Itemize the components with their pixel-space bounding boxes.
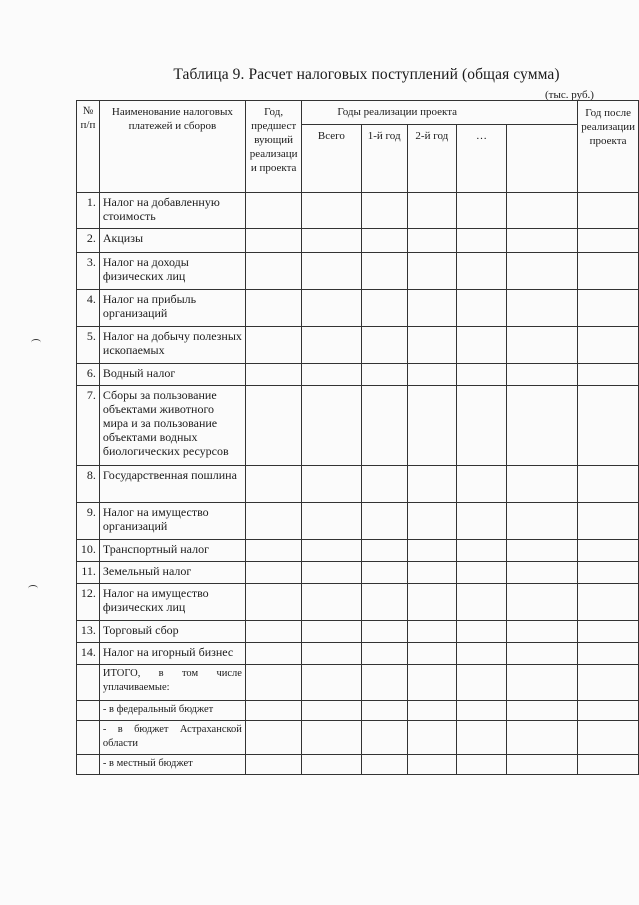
- value-cell: [507, 253, 578, 290]
- value-cell: [578, 386, 639, 466]
- value-cell: [302, 503, 361, 540]
- tax-name: Налог на прибыль организаций: [99, 290, 245, 327]
- value-cell: [361, 665, 407, 701]
- value-cell: [361, 253, 407, 290]
- units-label: (тыс. руб.): [545, 89, 594, 101]
- value-cell: [456, 386, 506, 466]
- value-cell: [245, 721, 301, 755]
- value-cell: [245, 290, 301, 327]
- row-number: 14.: [77, 643, 100, 665]
- value-cell: [245, 364, 301, 386]
- value-cell: [245, 540, 301, 562]
- row-number: [77, 701, 100, 721]
- value-cell: [302, 540, 361, 562]
- punch-mark: [28, 585, 38, 592]
- value-cell: [507, 327, 578, 364]
- tax-name: Акцизы: [99, 229, 245, 253]
- tax-name: Налог на игорный бизнес: [99, 643, 245, 665]
- value-cell: [507, 621, 578, 643]
- value-cell: [507, 701, 578, 721]
- value-cell: [456, 562, 506, 584]
- value-cell: [407, 253, 456, 290]
- row-number: 6.: [77, 364, 100, 386]
- value-cell: [578, 193, 639, 229]
- value-cell: [456, 364, 506, 386]
- row-number: [77, 721, 100, 755]
- tax-name: Налог на добычу полезных ископаемых: [99, 327, 245, 364]
- row-number: 7.: [77, 386, 100, 466]
- value-cell: [245, 229, 301, 253]
- header-num: № п/п: [77, 101, 100, 193]
- summary-row: [77, 721, 639, 755]
- tax-name: Транспортный налог: [99, 540, 245, 562]
- value-cell: [407, 665, 456, 701]
- value-cell: [407, 562, 456, 584]
- table-row: [77, 643, 639, 665]
- value-cell: [456, 584, 506, 621]
- punch-mark: [31, 339, 41, 346]
- row-number: 9.: [77, 503, 100, 540]
- value-cell: [456, 503, 506, 540]
- value-cell: [456, 290, 506, 327]
- row-number: 4.: [77, 290, 100, 327]
- table-row: [77, 466, 639, 503]
- value-cell: [302, 364, 361, 386]
- value-cell: [507, 503, 578, 540]
- value-cell: [578, 562, 639, 584]
- value-cell: [302, 386, 361, 466]
- value-cell: [507, 755, 578, 775]
- value-cell: [407, 466, 456, 503]
- value-cell: [407, 386, 456, 466]
- value-cell: [361, 701, 407, 721]
- value-cell: [361, 364, 407, 386]
- header-year-2: 2-й год: [407, 125, 456, 193]
- value-cell: [302, 193, 361, 229]
- value-cell: [407, 290, 456, 327]
- value-cell: [507, 364, 578, 386]
- row-number: 10.: [77, 540, 100, 562]
- table-row: [77, 562, 639, 584]
- table-row: [77, 621, 639, 643]
- tax-name: Государственная пошлина: [99, 466, 245, 503]
- row-number: 3.: [77, 253, 100, 290]
- value-cell: [407, 540, 456, 562]
- value-cell: [507, 229, 578, 253]
- value-cell: [507, 643, 578, 665]
- value-cell: [507, 721, 578, 755]
- value-cell: [456, 193, 506, 229]
- value-cell: [302, 701, 361, 721]
- value-cell: [302, 290, 361, 327]
- value-cell: [245, 466, 301, 503]
- table-row: [77, 503, 639, 540]
- value-cell: [578, 229, 639, 253]
- table-title: Таблица 9. Расчет налоговых поступлений (общая сумма): [173, 66, 560, 83]
- summary-row: [77, 665, 639, 701]
- table-row: [77, 540, 639, 562]
- total-label: ИТОГО, в том числе уплачиваемые:: [99, 665, 245, 701]
- tax-name: Торговый сбор: [99, 621, 245, 643]
- budget-label: - в федеральный бюджет: [99, 701, 245, 721]
- value-cell: [245, 327, 301, 364]
- value-cell: [507, 540, 578, 562]
- value-cell: [302, 621, 361, 643]
- value-cell: [407, 584, 456, 621]
- value-cell: [407, 503, 456, 540]
- value-cell: [507, 193, 578, 229]
- value-cell: [578, 584, 639, 621]
- value-cell: [578, 466, 639, 503]
- row-number: 8.: [77, 466, 100, 503]
- value-cell: [578, 503, 639, 540]
- tax-name: Сборы за пользование объектами животного мира и за пользование объектами водных биологических ресурсов: [99, 386, 245, 466]
- tax-name: Земельный налог: [99, 562, 245, 584]
- value-cell: [302, 327, 361, 364]
- value-cell: [302, 755, 361, 775]
- table-row: [77, 386, 639, 466]
- value-cell: [245, 584, 301, 621]
- value-cell: [456, 253, 506, 290]
- value-cell: [361, 229, 407, 253]
- value-cell: [245, 701, 301, 721]
- value-cell: [245, 562, 301, 584]
- table-row: [77, 193, 639, 229]
- value-cell: [456, 621, 506, 643]
- tax-name: Налог на имущество физических лиц: [99, 584, 245, 621]
- table-row: [77, 253, 639, 290]
- tax-name: Налог на добавленную стоимость: [99, 193, 245, 229]
- value-cell: [245, 665, 301, 701]
- value-cell: [302, 562, 361, 584]
- value-cell: [407, 701, 456, 721]
- value-cell: [578, 701, 639, 721]
- value-cell: [578, 540, 639, 562]
- tax-name: Водный налог: [99, 364, 245, 386]
- value-cell: [456, 721, 506, 755]
- value-cell: [578, 643, 639, 665]
- value-cell: [361, 503, 407, 540]
- value-cell: [245, 643, 301, 665]
- value-cell: [361, 621, 407, 643]
- value-cell: [245, 621, 301, 643]
- value-cell: [361, 466, 407, 503]
- value-cell: [578, 290, 639, 327]
- value-cell: [456, 643, 506, 665]
- row-number: 13.: [77, 621, 100, 643]
- value-cell: [507, 466, 578, 503]
- value-cell: [407, 364, 456, 386]
- value-cell: [302, 466, 361, 503]
- value-cell: [407, 229, 456, 253]
- tax-name: Налог на доходы физических лиц: [99, 253, 245, 290]
- tax-name: Налог на имущество организаций: [99, 503, 245, 540]
- value-cell: [302, 665, 361, 701]
- value-cell: [578, 364, 639, 386]
- value-cell: [407, 643, 456, 665]
- value-cell: [456, 665, 506, 701]
- value-cell: [507, 562, 578, 584]
- budget-label: - в бюджет Астраханской области: [99, 721, 245, 755]
- value-cell: [407, 755, 456, 775]
- value-cell: [456, 540, 506, 562]
- value-cell: [507, 665, 578, 701]
- value-cell: [245, 253, 301, 290]
- value-cell: [245, 386, 301, 466]
- row-number: 1.: [77, 193, 100, 229]
- value-cell: [302, 584, 361, 621]
- value-cell: [361, 755, 407, 775]
- value-cell: [361, 721, 407, 755]
- value-cell: [245, 193, 301, 229]
- table-row: [77, 229, 639, 253]
- value-cell: [361, 193, 407, 229]
- value-cell: [361, 290, 407, 327]
- row-number: 5.: [77, 327, 100, 364]
- value-cell: [456, 755, 506, 775]
- row-number: 2.: [77, 229, 100, 253]
- row-number: [77, 755, 100, 775]
- value-cell: [578, 253, 639, 290]
- row-number: 12.: [77, 584, 100, 621]
- value-cell: [245, 503, 301, 540]
- value-cell: [578, 327, 639, 364]
- value-cell: [456, 229, 506, 253]
- value-cell: [507, 386, 578, 466]
- value-cell: [407, 327, 456, 364]
- table-row: [77, 584, 639, 621]
- table-row: [77, 327, 639, 364]
- value-cell: [578, 621, 639, 643]
- header-ellipsis: …: [456, 125, 506, 193]
- value-cell: [578, 665, 639, 701]
- value-cell: [407, 193, 456, 229]
- header-project-years: Годы реализации проекта: [302, 101, 578, 125]
- value-cell: [302, 643, 361, 665]
- value-cell: [507, 584, 578, 621]
- value-cell: [361, 562, 407, 584]
- summary-row: [77, 755, 639, 775]
- header-year-1: 1-й год: [361, 125, 407, 193]
- header-year-after: Год после реализации проекта: [578, 101, 639, 193]
- tax-revenue-table: [76, 100, 639, 775]
- value-cell: [578, 721, 639, 755]
- value-cell: [507, 290, 578, 327]
- value-cell: [302, 253, 361, 290]
- budget-label: - в местный бюджет: [99, 755, 245, 775]
- value-cell: [456, 701, 506, 721]
- value-cell: [361, 540, 407, 562]
- header-name: Наименование налоговых платежей и сборов: [99, 101, 245, 193]
- value-cell: [361, 327, 407, 364]
- row-number: 11.: [77, 562, 100, 584]
- value-cell: [245, 755, 301, 775]
- value-cell: [361, 643, 407, 665]
- value-cell: [456, 327, 506, 364]
- value-cell: [361, 584, 407, 621]
- header-total: Всего: [302, 125, 361, 193]
- value-cell: [302, 229, 361, 253]
- summary-row: [77, 701, 639, 721]
- value-cell: [407, 621, 456, 643]
- value-cell: [361, 386, 407, 466]
- value-cell: [456, 466, 506, 503]
- value-cell: [578, 755, 639, 775]
- value-cell: [407, 721, 456, 755]
- row-number: [77, 665, 100, 701]
- value-cell: [302, 721, 361, 755]
- header-year-before: Год, предшест вующий реализаци и проекта: [245, 101, 301, 193]
- table-row: [77, 290, 639, 327]
- table-row: [77, 364, 639, 386]
